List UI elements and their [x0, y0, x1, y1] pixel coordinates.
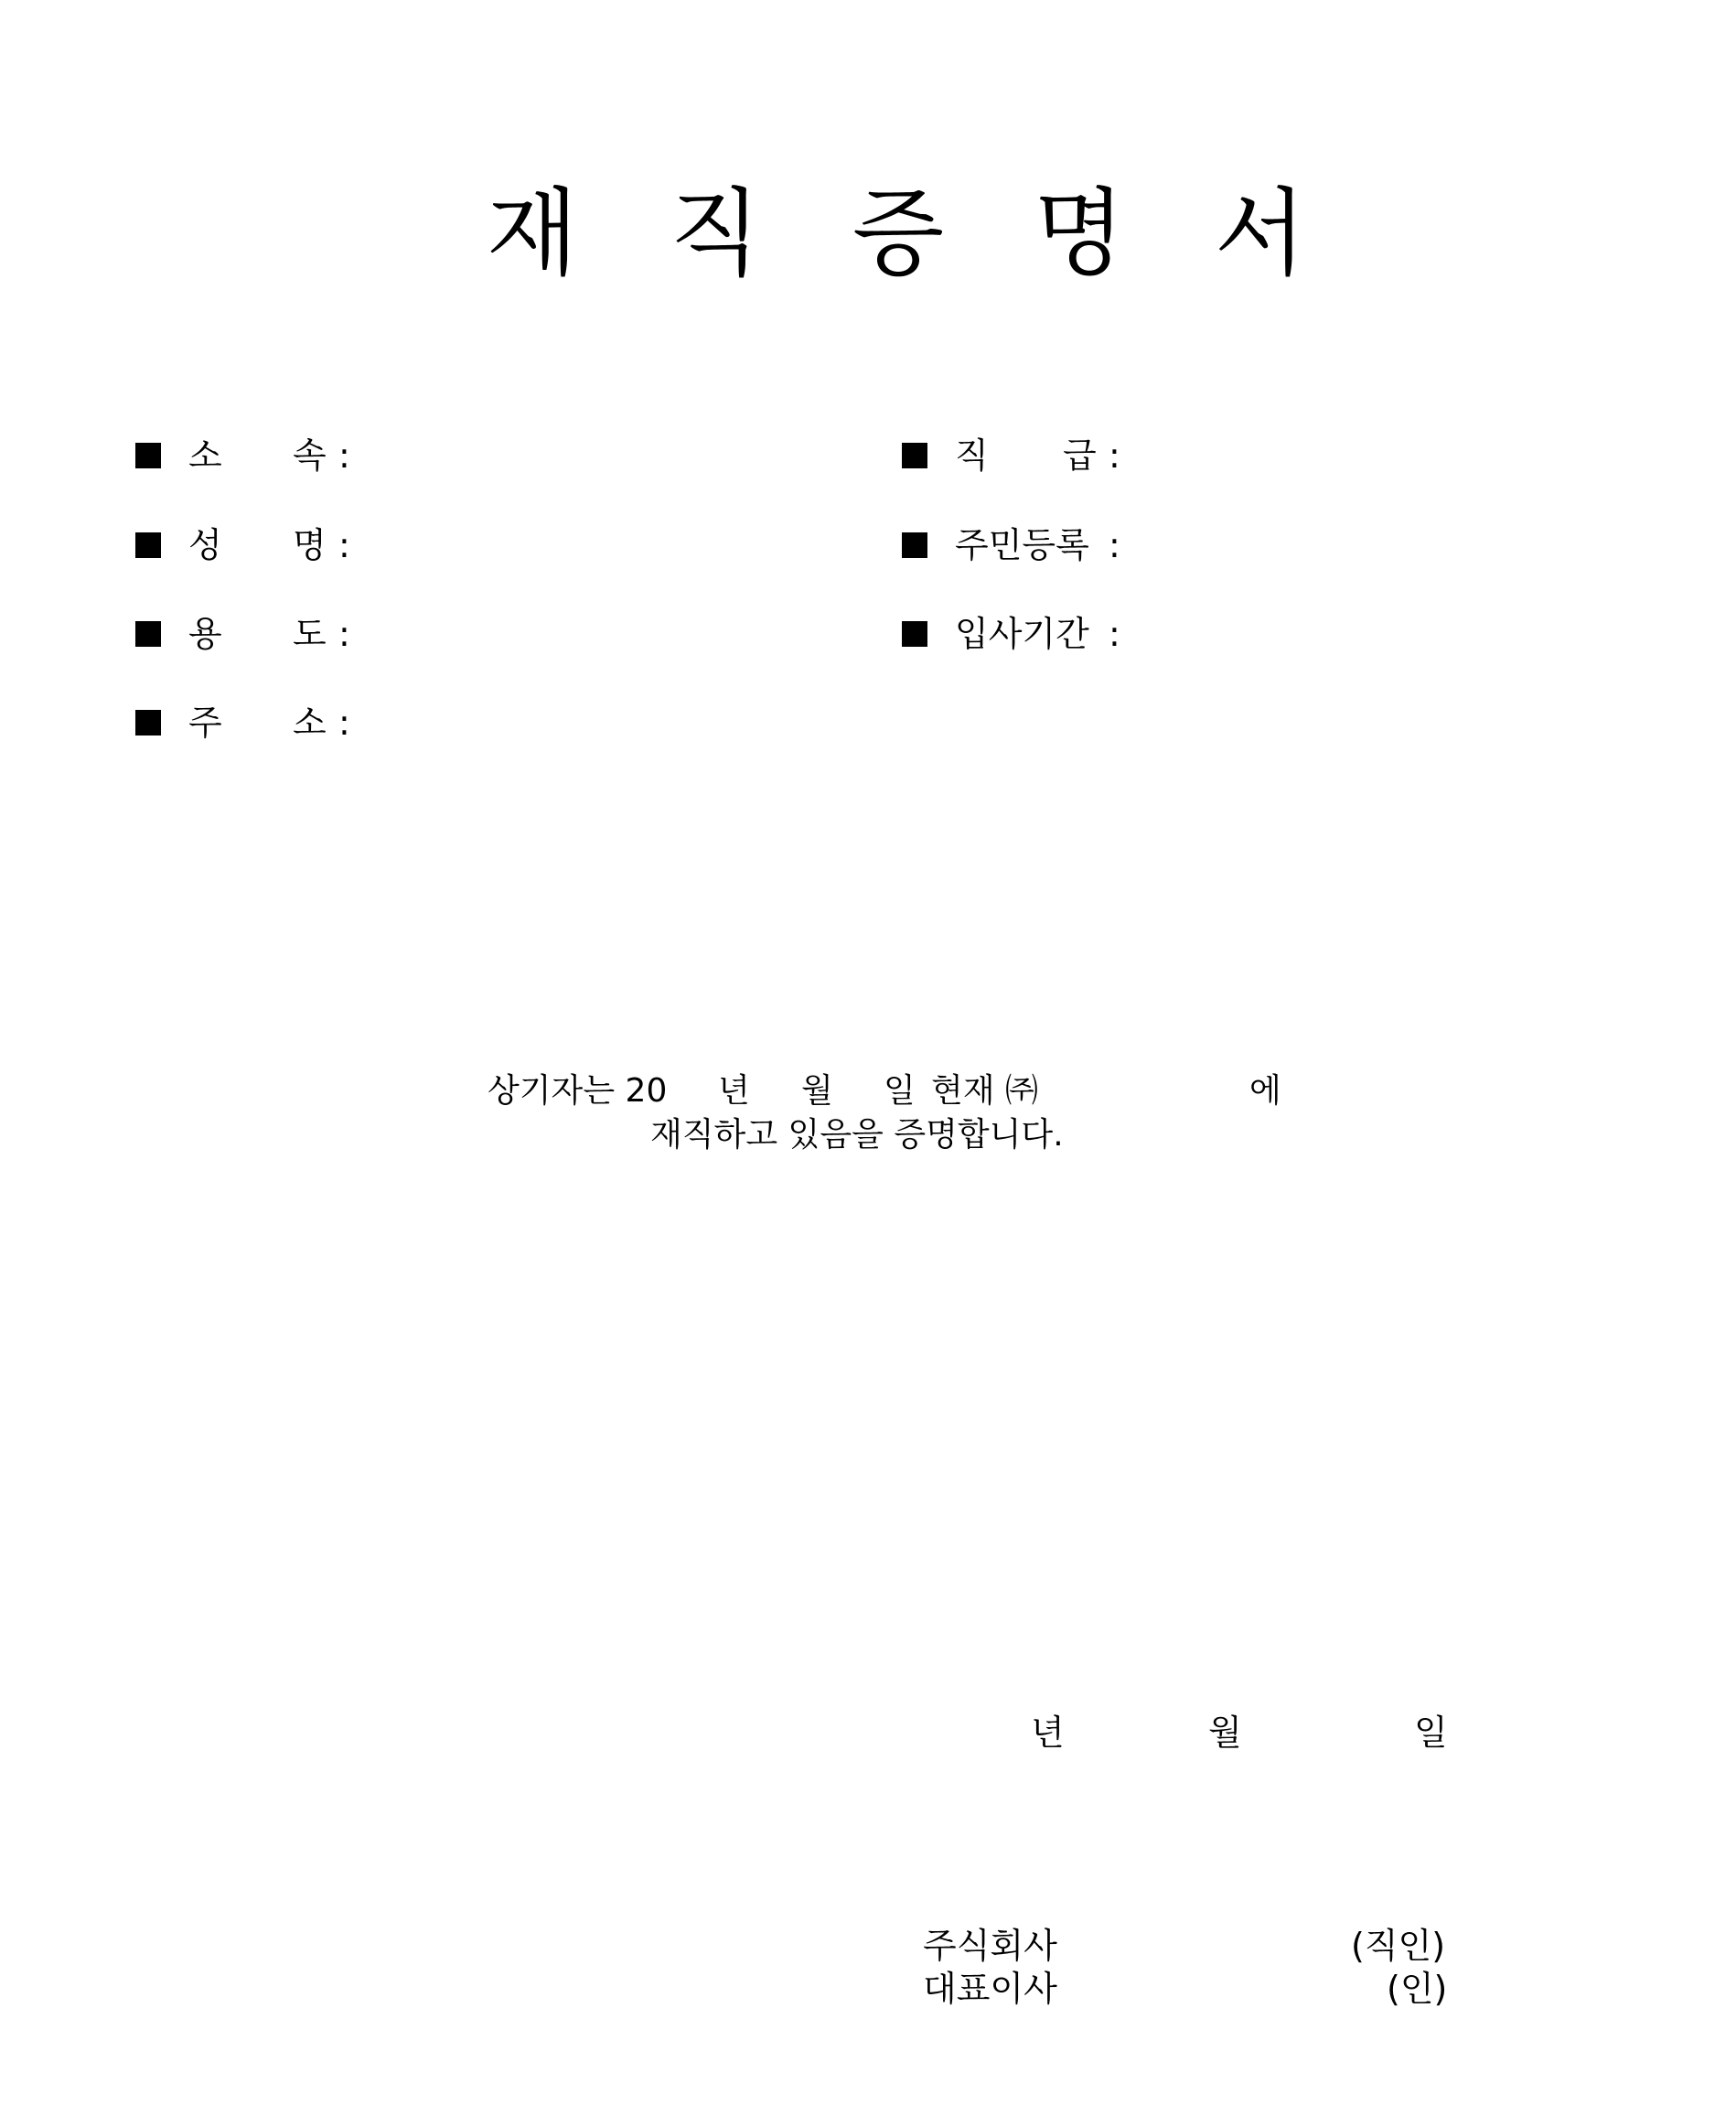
field-colon: :: [1109, 525, 1120, 565]
statement-month: 월: [801, 1072, 833, 1110]
field-employment-period: [902, 611, 1176, 657]
issue-date-month: 월: [1208, 1713, 1242, 1753]
field-label: 주민등록: [955, 525, 1089, 565]
field-label: 용: [188, 614, 222, 654]
field-label: 입사기간: [955, 614, 1089, 654]
field-colon: :: [1109, 614, 1120, 654]
field-label: 급: [1063, 435, 1097, 476]
field-label: 소: [188, 435, 222, 476]
square-bullet-icon: [135, 710, 161, 736]
title-char: 재: [486, 177, 579, 289]
square-bullet-icon: [902, 621, 927, 647]
square-bullet-icon: [135, 443, 161, 468]
field-name: [135, 522, 410, 568]
field-label: 속: [293, 435, 327, 476]
field-colon: :: [338, 525, 350, 565]
statement-at: 에: [1249, 1072, 1281, 1110]
field-label: 소: [293, 703, 327, 743]
field-colon: :: [338, 435, 350, 476]
square-bullet-icon: [902, 443, 927, 468]
field-address: [135, 700, 410, 746]
statement-year: 년: [718, 1072, 750, 1110]
field-colon: :: [1109, 435, 1120, 476]
company-label: 주식회사: [923, 1926, 1057, 1966]
field-rank: [902, 433, 1176, 478]
field-colon: :: [338, 614, 350, 654]
field-resident-id: [902, 522, 1176, 568]
field-colon: :: [338, 703, 350, 743]
issue-date-year: 년: [1031, 1713, 1065, 1753]
field-label: 직: [955, 435, 989, 476]
issue-date-day: 일: [1414, 1713, 1448, 1753]
statement-day: 일: [884, 1072, 916, 1110]
statement-prefix: 상기자는 20: [488, 1072, 668, 1110]
square-bullet-icon: [135, 621, 161, 647]
field-label: 도: [293, 614, 327, 654]
ceo-label: 대표이사: [923, 1969, 1057, 2009]
ceo-seal: (인): [1387, 1969, 1448, 2009]
statement-present: 현재 ㈜: [931, 1072, 1038, 1110]
company-seal: (직인): [1351, 1926, 1446, 1966]
title-char: 명: [1033, 177, 1126, 289]
title-char: 직: [669, 177, 762, 289]
field-purpose: [135, 611, 410, 657]
square-bullet-icon: [902, 532, 927, 558]
field-affiliation: [135, 433, 410, 478]
field-label: 명: [293, 525, 327, 565]
statement-line2: 재직하고 있음을 증명합니다.: [650, 1116, 1064, 1154]
field-label: 주: [188, 703, 222, 743]
field-label: 성: [188, 525, 222, 565]
title-char: 증: [852, 177, 945, 289]
square-bullet-icon: [135, 532, 161, 558]
title-char: 서: [1214, 177, 1307, 289]
